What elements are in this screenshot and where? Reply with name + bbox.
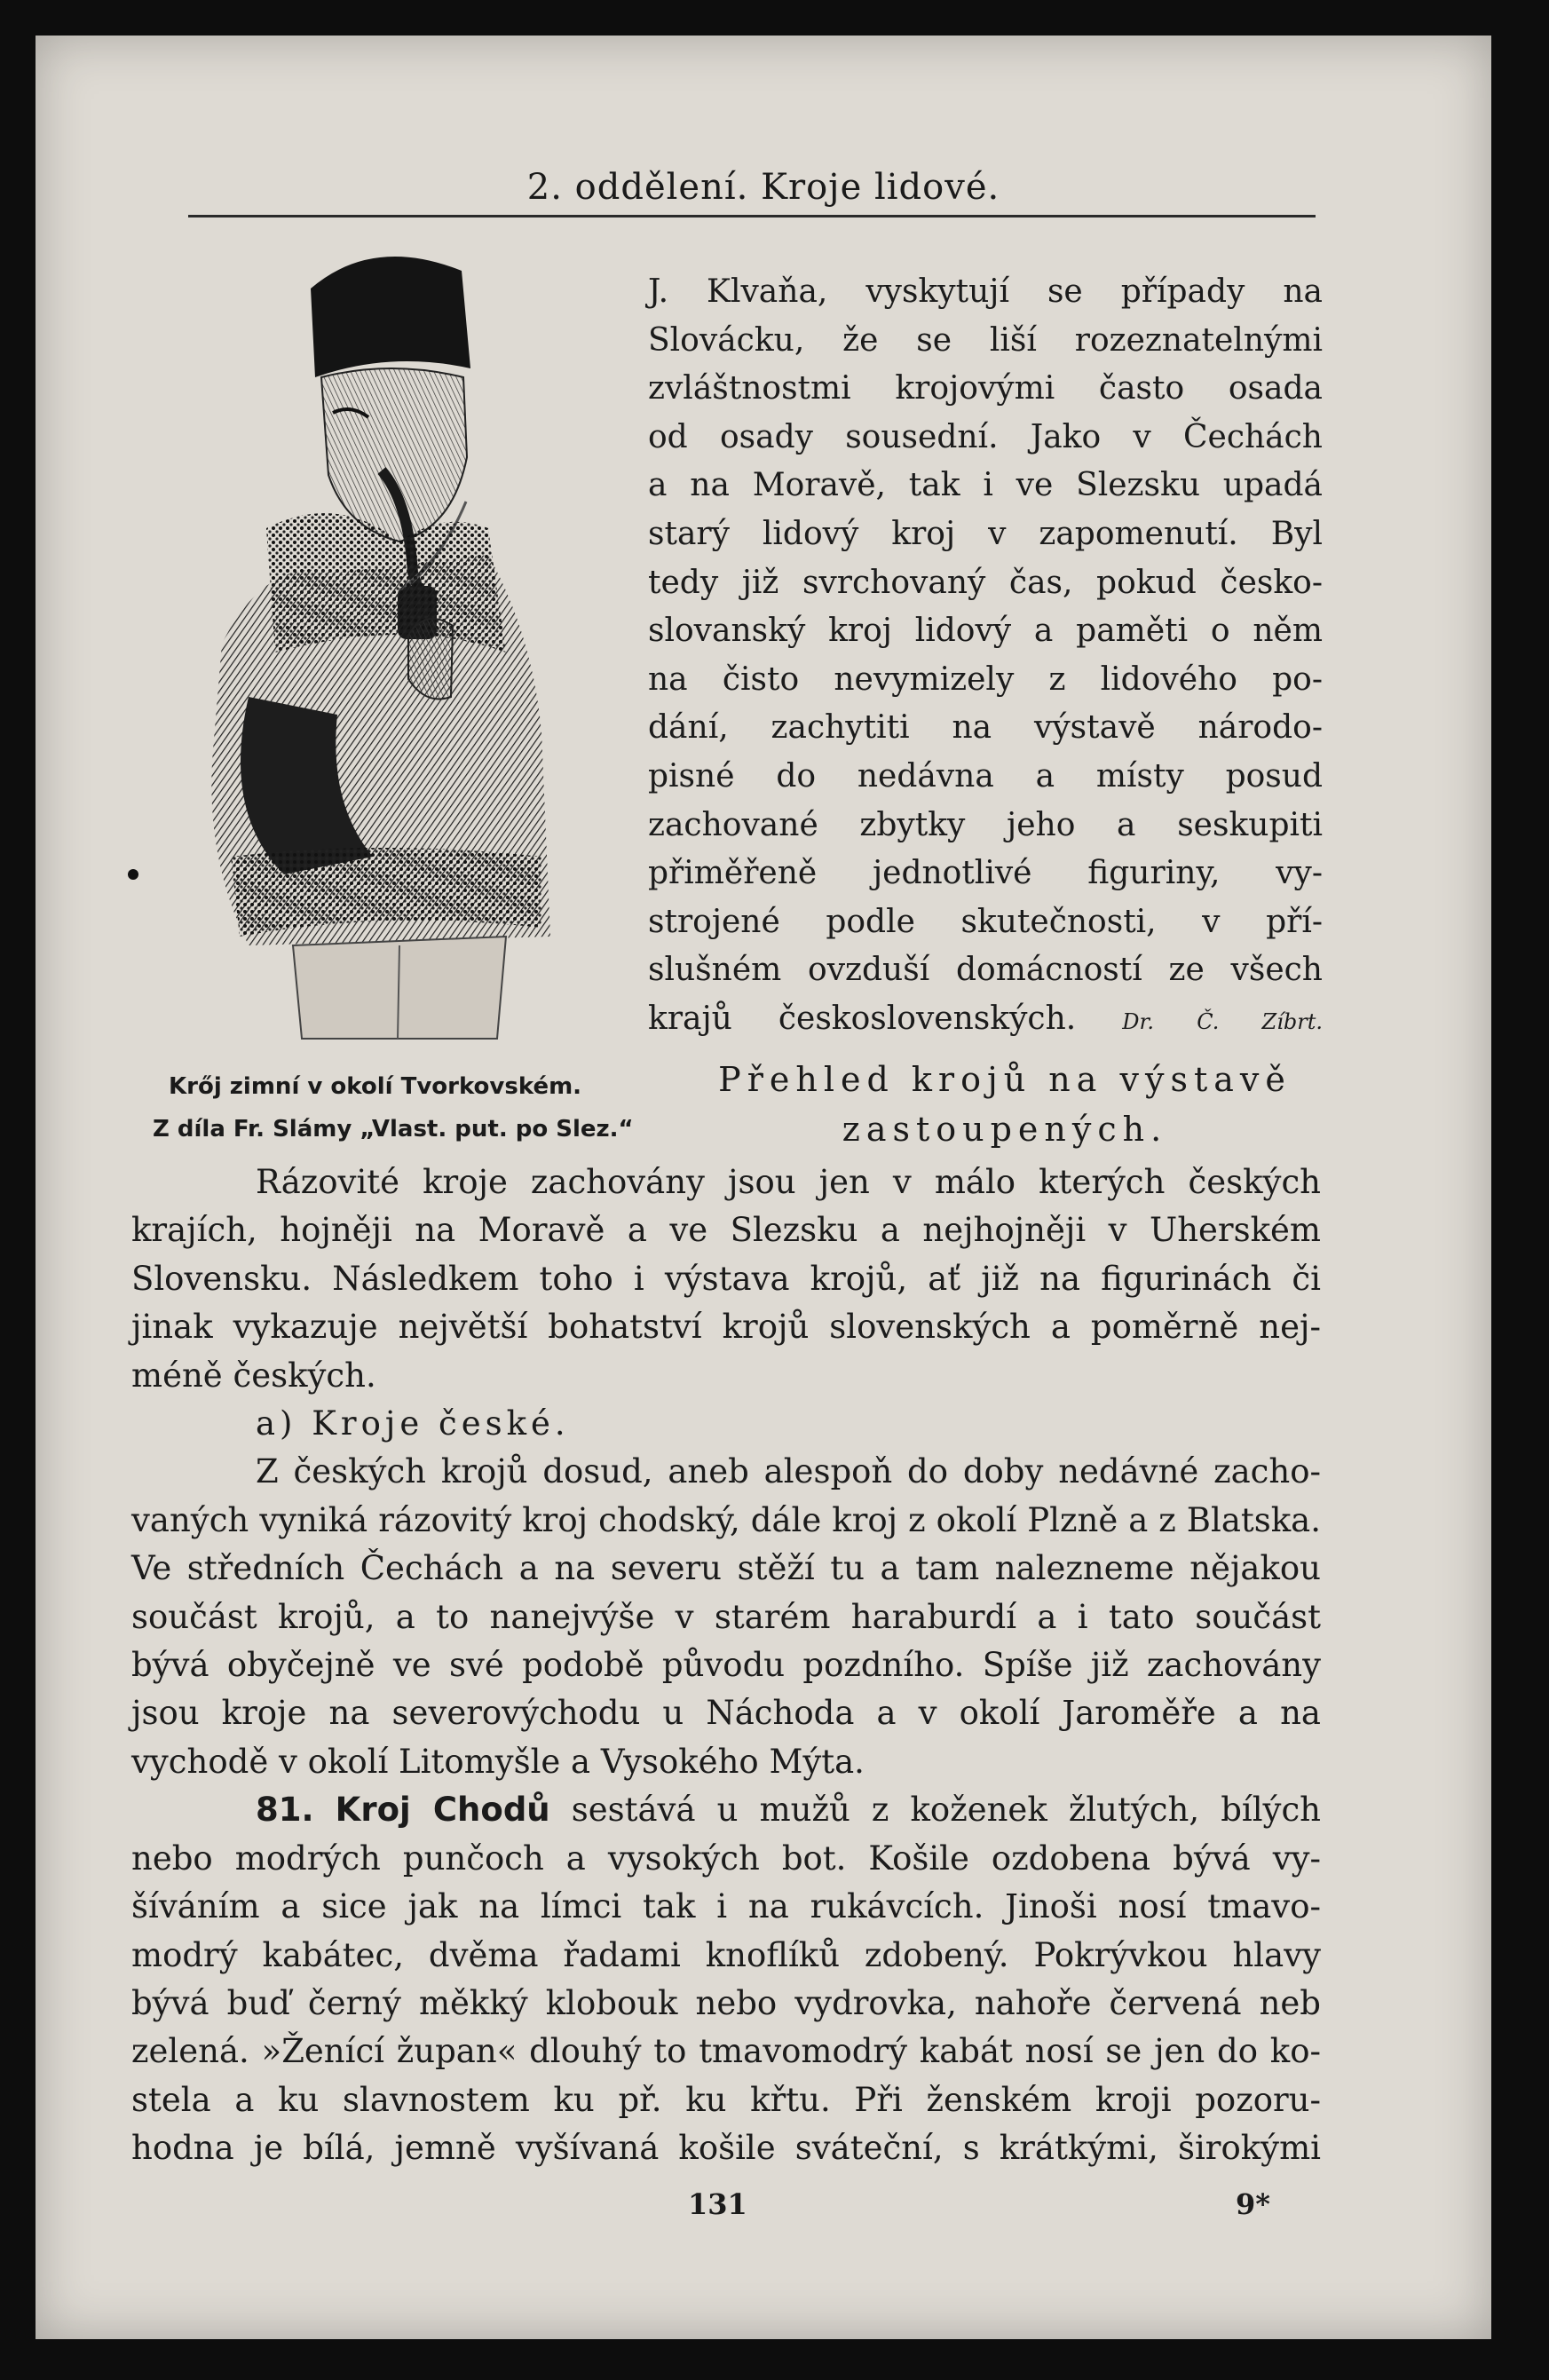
text-line: vaných vyniká rázovitý kroj chodský, dále kroj z okolí Plzně a z Blatska. <box>131 1500 1321 1539</box>
text-line: šíváním a sice jak na límci tak i na rukávcích. Jinoši nosí tmavo- <box>131 1887 1321 1926</box>
text-line: a na Moravě, tak i ve Slezsku upadá <box>648 467 1323 504</box>
text-line: součást krojů, a to nanejvýše v starém haraburdí a i tato součást <box>131 1597 1321 1636</box>
text-line: dání, zachytiti na výstavě národo- <box>648 709 1323 747</box>
text-line: Rázovité kroje zachovány jsou jen v málo kterých českých <box>256 1163 1321 1201</box>
header-rule <box>188 215 1316 217</box>
caption-line-1: Krőj zimní v okolí Tvorkovském. <box>169 1073 582 1100</box>
text-line: Slovácku, že se liší rozeznatelnými <box>648 321 1323 359</box>
text-line: na čisto nevymizely z lidového po- <box>648 660 1323 698</box>
subsection-heading: a) Kroje české. <box>256 1404 570 1443</box>
text-line-last-content: krajů československých. <box>648 1000 1077 1037</box>
text-line: krajích, hojněji na Moravě a ve Slezsku a nejhojněji v Uherském <box>131 1211 1321 1250</box>
text-line: slušném ovzduší domácností ze všech <box>648 952 1323 989</box>
section-heading-line-2: zastoupených. <box>842 1110 1168 1149</box>
side-column-text <box>648 268 1323 1047</box>
text-line: zelená. »Ženící župan« dlouhý to tmavomodrý kabát nosí se jen do ko- <box>131 2032 1321 2071</box>
text-line: nebo modrých punčoch a vysokých bot. Košile ozdobena bývá vy- <box>131 1838 1321 1878</box>
engraving-man-with-pipe <box>115 235 692 1043</box>
text-line: bývá buď černý měkký klobouk nebo vydrovka, nahoře červená neb <box>131 1983 1321 2022</box>
body-text <box>131 1158 1321 2173</box>
text-line: bývá obyčejně ve své podobě původu pozdního. Spíše již zachovány <box>131 1646 1321 1685</box>
caption-line-2: Z díla Fr. Slámy „Vlast. put. po Slez.“ <box>153 1116 634 1143</box>
page-header: 2. oddělení. Kroje lidové. <box>526 167 1000 208</box>
text-line: méně českých. <box>131 1356 376 1395</box>
author-signature: Dr. Č. Zíbrt. <box>1122 1008 1324 1034</box>
paragraph-81-first-line <box>131 1786 1321 1834</box>
text-line-last <box>648 995 1323 1047</box>
text-line: Z českých krojů dosud, aneb alespoň do doby nedávné zacho- <box>256 1452 1321 1491</box>
text-line: od osady sousední. Jako v Čechách <box>648 418 1323 455</box>
text-line: Ve středních Čechách a na severu stěží tu a tam nalezneme nějakou <box>131 1549 1321 1588</box>
text-line: vychodě v okolí Litomyšle a Vysokého Mýta. <box>131 1742 865 1781</box>
section-heading <box>685 1055 1324 1154</box>
text-line: jsou kroje na severovýchodu u Náchoda a v okolí Jaroměře a na <box>131 1694 1321 1733</box>
text-line: zachované zbytky jeho a seskupiti <box>648 806 1323 843</box>
text-line: strojené podle skutečnosti, v pří- <box>648 903 1323 940</box>
page-number: 131 <box>688 2187 747 2221</box>
costume-illustration <box>115 235 692 1043</box>
paragraph-number: 81. <box>256 1791 314 1830</box>
text-line: Slovensku. Následkem toho i výstava krojů, ať již na figurinách či <box>131 1259 1321 1298</box>
text-line: jinak vykazuje největší bohatství krojů slovenských a poměrně nej- <box>131 1308 1321 1347</box>
document-page <box>36 36 1491 2339</box>
text-line: tedy již svrchovaný čas, pokud česko- <box>648 564 1323 601</box>
text-line: zvláštnostmi krojovými často osada <box>648 370 1323 407</box>
section-heading-line-1: Přehled krojů na výstavě <box>718 1060 1292 1099</box>
text-line: hodna je bílá, jemně vyšívaná košile sváteční, s krátkými, širokými <box>131 2129 1321 2168</box>
paragraph-title: Kroj Chodů <box>335 1791 550 1830</box>
text-line: pisné do nedávna a místy posud <box>648 757 1323 795</box>
text-line: slovanský kroj lidový a paměti o něm <box>648 613 1323 650</box>
text-line: modrý kabátec, dvěma řadami knoflíků zdobený. Pokrývkou hlavy <box>131 1935 1321 1974</box>
signature-mark: 9* <box>1236 2187 1270 2221</box>
paragraph-first-line-rest: sestává u mužů z koženek žlutých, bílých <box>549 1791 1321 1830</box>
text-line: J. Klvaňa, vyskytují se případy na <box>648 273 1323 310</box>
text-line: stela a ku slavnostem ku př. ku křtu. Při ženském kroji pozoru- <box>131 2080 1321 2119</box>
text-line: starý lidový kroj v zapomenutí. Byl <box>648 515 1323 552</box>
figure-caption <box>94 1065 733 1150</box>
text-line: přiměřeně jednotlivé figuriny, vy- <box>648 855 1323 892</box>
